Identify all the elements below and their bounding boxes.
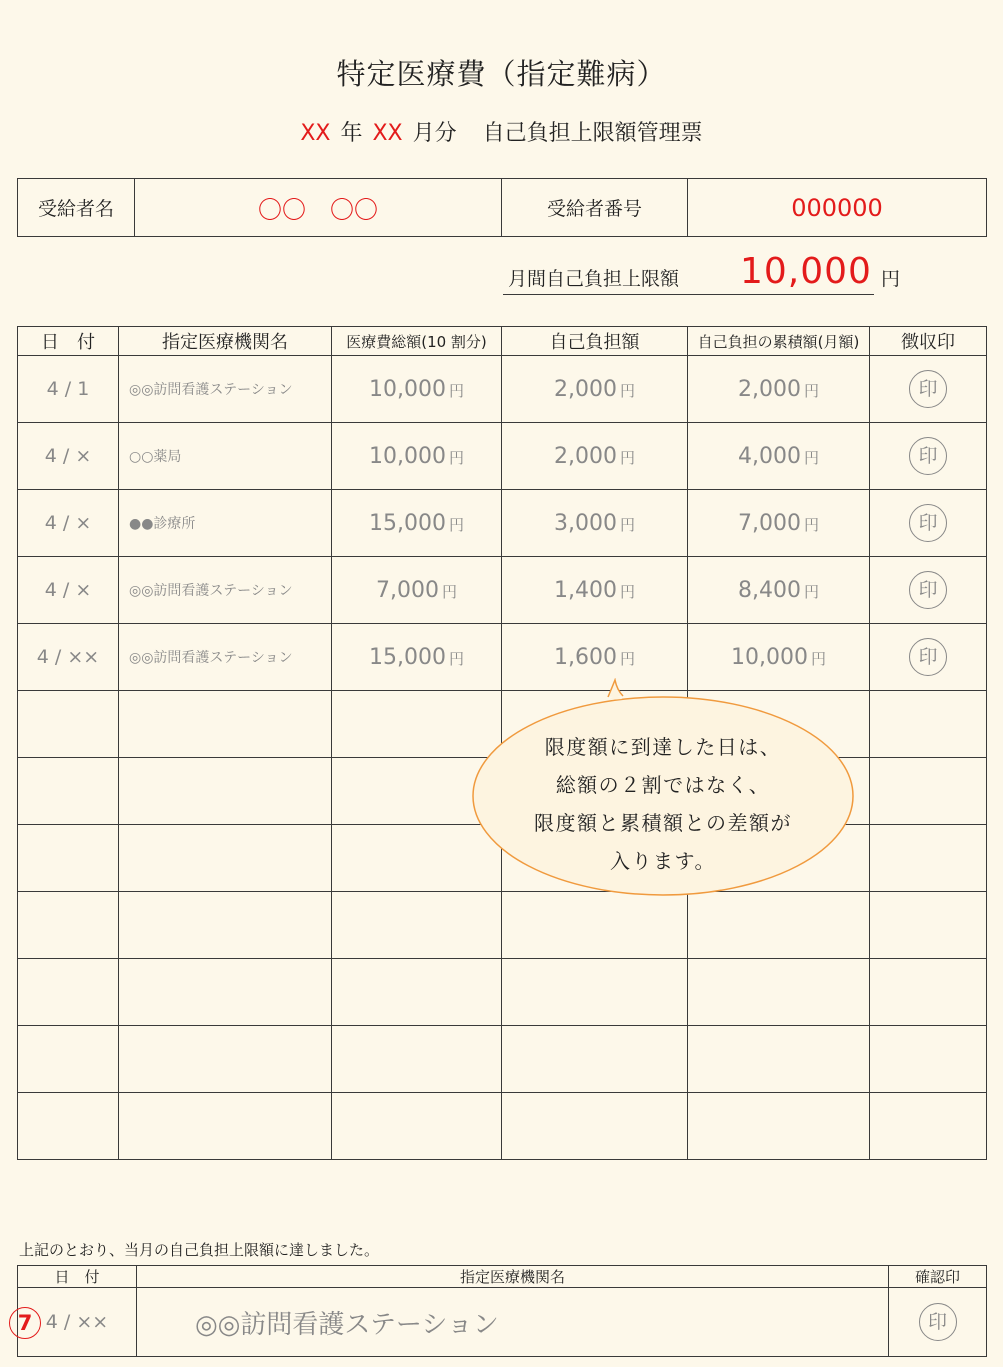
yen-unit: 円: [448, 515, 464, 534]
amount-value: 1,600: [554, 644, 617, 670]
yen-unit: 円: [803, 448, 819, 467]
table-row: [18, 356, 987, 423]
empty-cell[interactable]: [870, 892, 987, 959]
yen-unit: 円: [619, 649, 635, 668]
month-label: 月分: [412, 121, 457, 146]
row-total-cost[interactable]: [332, 490, 502, 557]
confirm-date-cell[interactable]: [18, 1288, 137, 1357]
empty-cell[interactable]: [870, 825, 987, 892]
circled-number-marker: 7: [9, 1307, 41, 1339]
empty-cell[interactable]: [119, 691, 332, 758]
yen-unit: 円: [803, 515, 819, 534]
recipient-table: [17, 178, 987, 237]
confirmation-header-row: [18, 1266, 987, 1288]
empty-cell[interactable]: [870, 691, 987, 758]
confirmation-note: 上記のとおり、当月の自己負担上限額に達しました。: [19, 1241, 380, 1259]
row-cumulative[interactable]: [688, 356, 870, 423]
page-title: 特定医療費（指定難病）: [336, 57, 667, 91]
recipient-number-label: 受給者番号: [502, 179, 688, 237]
callout-pointer: [608, 680, 623, 697]
recipient-number-value[interactable]: 000000: [688, 179, 987, 237]
amount-value: 2,000: [554, 443, 617, 469]
yen-unit: 円: [448, 381, 464, 400]
empty-cell[interactable]: [119, 959, 332, 1026]
amount-value: 7,000: [376, 577, 439, 603]
row-cumulative[interactable]: [688, 557, 870, 624]
yen-unit: 円: [619, 582, 635, 601]
callout-line: 総額の２割ではなく、: [555, 773, 771, 797]
yen-unit: 円: [803, 582, 819, 601]
table-row: [18, 423, 987, 490]
monthly-limit-underline: [503, 294, 874, 295]
empty-cell[interactable]: [688, 892, 870, 959]
seal-stamp-icon: 印: [909, 638, 947, 676]
yen-unit: 円: [448, 649, 464, 668]
empty-cell[interactable]: [119, 1093, 332, 1160]
confirm-stamp-cell[interactable]: [889, 1288, 987, 1357]
row-date[interactable]: 4 / ×: [18, 423, 119, 490]
yen-unit: 円: [810, 649, 826, 668]
amount-value: 15,000: [369, 644, 446, 670]
empty-cell[interactable]: [332, 959, 502, 1026]
row-stamp-cell[interactable]: [870, 490, 987, 557]
empty-cell[interactable]: [18, 959, 119, 1026]
ledger-header-row: [18, 327, 987, 356]
empty-cell[interactable]: [870, 758, 987, 825]
row-date[interactable]: 4 / ××: [18, 624, 119, 691]
header-date: 日 付: [18, 327, 119, 356]
amount-value: 7,000: [738, 510, 801, 536]
amount-value: 10,000: [369, 376, 446, 402]
empty-cell[interactable]: [502, 1093, 688, 1160]
empty-cell[interactable]: [119, 758, 332, 825]
row-stamp-cell[interactable]: [870, 624, 987, 691]
confirm-header-institution: 指定医療機関名: [137, 1266, 889, 1288]
recipient-name-value[interactable]: 〇〇 〇〇: [135, 179, 502, 237]
amount-value: 15,000: [369, 510, 446, 536]
empty-cell[interactable]: [119, 825, 332, 892]
header-institution: 指定医療機関名: [119, 327, 332, 356]
confirmation-row: [18, 1288, 987, 1357]
table-row: [18, 490, 987, 557]
amount-value: 4,000: [738, 443, 801, 469]
row-copay[interactable]: [502, 557, 688, 624]
empty-cell[interactable]: [119, 892, 332, 959]
amount-value: 10,000: [731, 644, 808, 670]
empty-row: [18, 892, 987, 959]
amount-value: 2,000: [738, 376, 801, 402]
empty-cell[interactable]: [18, 1093, 119, 1160]
row-institution[interactable]: ◎◎訪問看護ステーション: [119, 557, 332, 624]
empty-cell[interactable]: [870, 1093, 987, 1160]
yen-unit: 円: [619, 381, 635, 400]
row-stamp-cell[interactable]: [870, 356, 987, 423]
empty-cell[interactable]: [332, 892, 502, 959]
callout-text: [471, 728, 855, 880]
seal-stamp-icon: 印: [909, 504, 947, 542]
callout-line: 入ります。: [610, 849, 716, 873]
empty-cell[interactable]: [688, 1026, 870, 1093]
seal-stamp-icon: 印: [909, 370, 947, 408]
seal-stamp-icon: 印: [909, 437, 947, 475]
monthly-limit-label: 月間自己負担上限額: [508, 268, 680, 290]
empty-row: [18, 959, 987, 1026]
row-date[interactable]: 4 / ×: [18, 557, 119, 624]
form-name: 自己負担上限額管理票: [482, 121, 703, 146]
empty-cell[interactable]: [18, 892, 119, 959]
empty-cell[interactable]: [119, 1026, 332, 1093]
header-copay: 自己負担額: [502, 327, 688, 356]
empty-cell[interactable]: [688, 1093, 870, 1160]
row-total-cost[interactable]: [332, 423, 502, 490]
amount-value: 1,400: [554, 577, 617, 603]
amount-value: 2,000: [554, 376, 617, 402]
row-institution[interactable]: ●●診療所: [119, 490, 332, 557]
callout-line: 限度額と累積額との差額が: [534, 811, 792, 835]
row-total-cost[interactable]: [332, 356, 502, 423]
table-row: [18, 557, 987, 624]
row-copay[interactable]: [502, 490, 688, 557]
empty-cell[interactable]: [870, 959, 987, 1026]
header-total-cost: 医療費総額(10 割分): [332, 327, 502, 356]
row-copay[interactable]: [502, 356, 688, 423]
row-institution[interactable]: ◎◎訪問看護ステーション: [119, 624, 332, 691]
empty-cell[interactable]: [870, 1026, 987, 1093]
confirm-institution[interactable]: ◎◎訪問看護ステーション: [137, 1288, 889, 1357]
row-cumulative[interactable]: [688, 490, 870, 557]
empty-cell[interactable]: [502, 1026, 688, 1093]
monthly-limit-unit: 円: [881, 268, 901, 290]
year-value: XX: [300, 121, 331, 146]
empty-cell[interactable]: [688, 959, 870, 1026]
amount-value: 3,000: [554, 510, 617, 536]
monthly-limit-value[interactable]: 10,000: [740, 251, 872, 292]
amount-value: 10,000: [369, 443, 446, 469]
row-date[interactable]: 4 / 1: [18, 356, 119, 423]
empty-row: [18, 1093, 987, 1160]
header-cumulative: 自己負担の累積額(月額): [688, 327, 870, 356]
empty-cell[interactable]: [18, 758, 119, 825]
month-value: XX: [372, 121, 403, 146]
callout-line: 限度額に到達した日は、: [544, 735, 782, 759]
year-label: 年: [340, 121, 363, 146]
empty-cell[interactable]: [18, 1026, 119, 1093]
page-subtitle: [0, 116, 1003, 147]
yen-unit: 円: [619, 515, 635, 534]
header-stamp: 徴収印: [870, 327, 987, 356]
row-institution[interactable]: ◎◎訪問看護ステーション: [119, 356, 332, 423]
empty-cell[interactable]: [502, 892, 688, 959]
row-institution[interactable]: ○○薬局: [119, 423, 332, 490]
row-total-cost[interactable]: [332, 557, 502, 624]
empty-row: [18, 1026, 987, 1093]
yen-unit: 円: [803, 381, 819, 400]
empty-cell[interactable]: [502, 959, 688, 1026]
recipient-name-label: 受給者名: [18, 179, 135, 237]
row-stamp-cell[interactable]: [870, 557, 987, 624]
yen-unit: 円: [441, 582, 457, 601]
empty-cell[interactable]: [332, 1026, 502, 1093]
amount-value: 8,400: [738, 577, 801, 603]
empty-cell[interactable]: [332, 1093, 502, 1160]
seal-stamp-icon: 印: [909, 571, 947, 609]
yen-unit: 円: [619, 448, 635, 467]
confirm-header-stamp: 確認印: [889, 1266, 987, 1288]
yen-unit: 円: [448, 448, 464, 467]
confirmation-table: [17, 1265, 987, 1357]
row-stamp-cell[interactable]: [870, 423, 987, 490]
empty-cell[interactable]: [18, 825, 119, 892]
row-copay[interactable]: [502, 423, 688, 490]
confirm-header-date: 日 付: [18, 1266, 137, 1288]
seal-stamp-icon: 印: [919, 1303, 957, 1341]
empty-cell[interactable]: [18, 691, 119, 758]
row-date[interactable]: 4 / ×: [18, 490, 119, 557]
confirm-date: 4 / ××: [45, 1311, 109, 1333]
row-cumulative[interactable]: [688, 423, 870, 490]
